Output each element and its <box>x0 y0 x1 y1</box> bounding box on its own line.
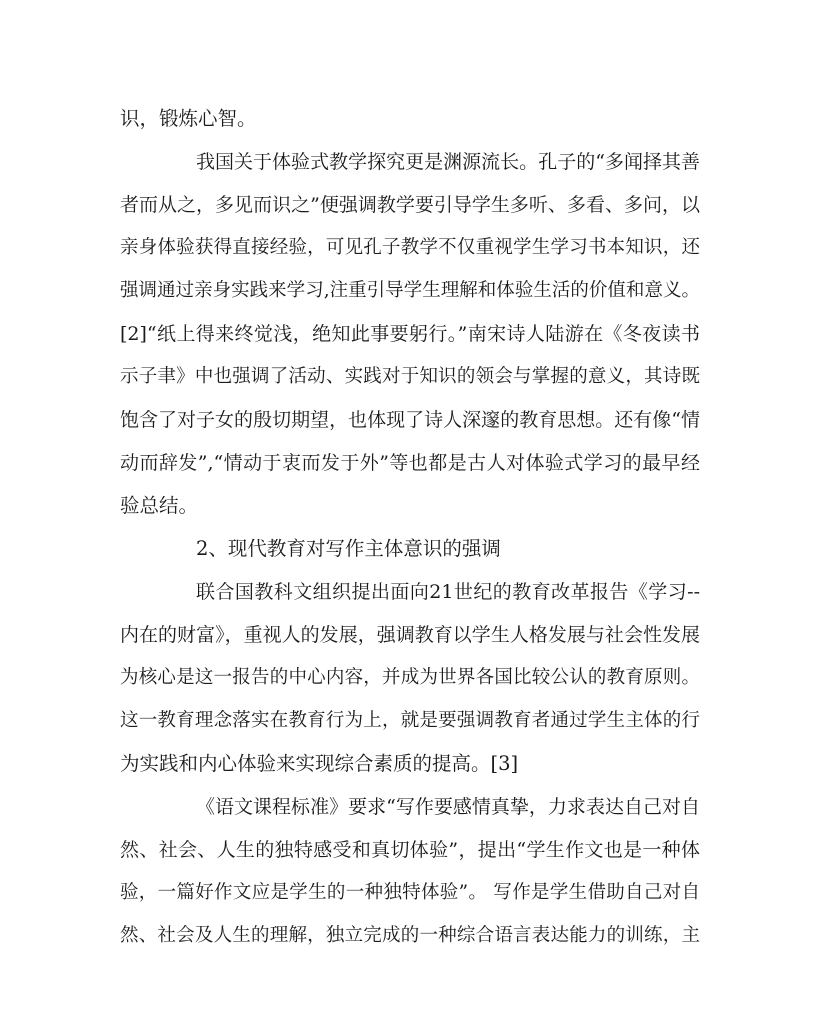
text-line: 然、社会、人生的独特感受和真切体验”，提出“学生作文也是一种体 <box>120 839 700 861</box>
section-heading: 2、现代教育对写作主体意识的强调 <box>196 537 501 560</box>
text-line: 亲身体验获得直接经验，可见孔子教学不仅重视学生学习书本知识，还 <box>120 237 700 258</box>
text-line: 联合国教科文组织提出面向21世纪的教育改革报告《学习-- <box>196 581 700 603</box>
text-line: [2]“纸上得来终觉浅，绝知此事要躬行。”南宋诗人陆游在《冬夜读书 <box>120 323 700 345</box>
text-line: 为核心是这一报告的中心内容，并成为世界各国比较公认的教育原则。 <box>120 667 700 688</box>
text-line: 我国关于体验式教学探究更是渊源流长。孔子的“多闻择其善 <box>196 151 700 173</box>
text-line: 为实践和内心体验来实现综合素质的提高。[3] <box>120 752 519 775</box>
text-line: 然、社会及人生的理解，独立完成的一种综合语言表达能力的训练，主 <box>120 925 700 946</box>
text-line: 《语文课程标准》要求“写作要感情真挚，力求表达自己对自 <box>196 796 700 818</box>
text-line: 内在的财富》，重视人的发展，强调教育以学生人格发展与社会性发展 <box>120 624 700 646</box>
text-line: 饱含了对子女的殷切期望，也体现了诗人深邃的教育思想。还有像“情 <box>120 409 700 431</box>
text-line: 动而辞发”,“情动于衷而发于外”等也都是古人对体验式学习的最早经 <box>120 452 700 474</box>
text-line: 这一教育理念落实在教育行为上，就是要强调教育者通过学生主体的行 <box>120 710 700 731</box>
text-line: 识，锻炼心智。 <box>120 107 257 130</box>
text-line: 强调通过亲身实践来学习,注重引导学生理解和体验生活的价值和意义。 <box>120 280 700 301</box>
text-line: 示子聿》中也强调了活动、实践对于知识的领会与掌握的意义，其诗既 <box>120 366 700 387</box>
text-line: 者而从之，多见而识之”便强调教学要引导学生多听、多看、多问，以 <box>120 194 700 216</box>
text-line: 验总结。 <box>120 494 199 517</box>
text-line: 验，一篇好作文应是学生的一种独特体验”。 写作是学生借助自己对自 <box>120 882 700 903</box>
